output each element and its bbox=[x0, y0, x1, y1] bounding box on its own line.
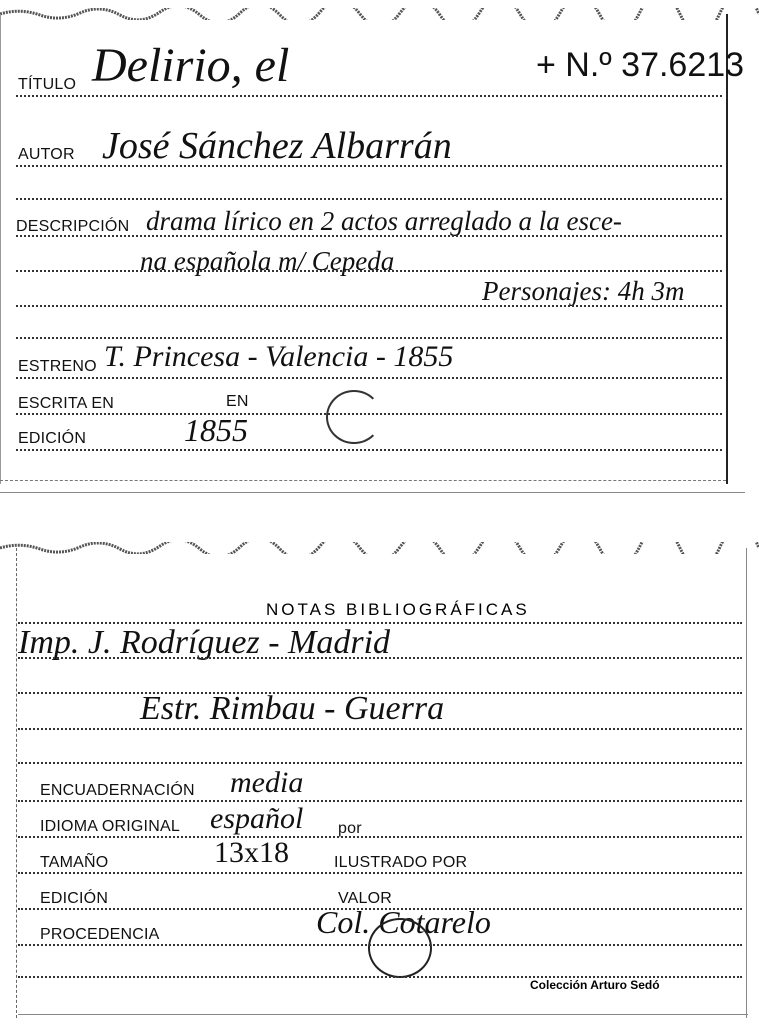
dotted-rule bbox=[16, 337, 722, 339]
edicion-label: EDICIÓN bbox=[18, 430, 87, 447]
notas-heading: NOTAS BIBLIOGRÁFICAS bbox=[266, 600, 530, 619]
dotted-rule bbox=[16, 235, 722, 237]
descripcion-line1: drama lírico en 2 actos arreglado a la esce- bbox=[146, 206, 622, 236]
card-right-border bbox=[746, 548, 747, 1018]
notes-line1: Imp. J. Rodríguez - Madrid bbox=[18, 624, 391, 661]
encuadernacion-label: ENCUADERNACIÓN bbox=[40, 782, 195, 799]
dotted-rule bbox=[0, 480, 726, 481]
card-left-border bbox=[16, 548, 17, 1018]
descripcion-line3: Personajes: 4h 3m bbox=[482, 276, 685, 306]
card-bottom-border bbox=[18, 1014, 748, 1015]
procedencia-value: Col. Cotarelo bbox=[316, 904, 491, 940]
catalog-card-bottom bbox=[0, 530, 759, 1028]
dotted-rule bbox=[16, 165, 722, 167]
idioma-value: español bbox=[210, 802, 304, 835]
card-bottom-border bbox=[0, 492, 745, 493]
dotted-rule bbox=[16, 377, 722, 379]
encuadernacion-value: media bbox=[230, 766, 304, 799]
descripcion-label: DESCRIPCIÓN bbox=[16, 218, 130, 235]
dotted-rule bbox=[16, 305, 722, 307]
dotted-rule bbox=[16, 95, 722, 97]
autor-value: José Sánchez Albarrán bbox=[102, 125, 452, 167]
dotted-rule bbox=[18, 872, 742, 874]
estreno-value: T. Princesa - Valencia - 1855 bbox=[104, 340, 454, 373]
stamp-circle bbox=[368, 918, 432, 978]
card-number: + N.º 37.6213 bbox=[536, 46, 745, 84]
descripcion-line2: na española m/ Cepeda bbox=[140, 246, 395, 276]
notes-line2: Estr. Rimbau - Guerra bbox=[140, 690, 445, 727]
dotted-rule bbox=[18, 728, 742, 730]
torn-edge-top bbox=[0, 8, 759, 20]
tamano-value: 13x18 bbox=[214, 836, 289, 869]
dotted-rule bbox=[18, 762, 742, 764]
dotted-rule bbox=[16, 270, 722, 272]
autor-label: AUTOR bbox=[18, 146, 75, 163]
dotted-rule bbox=[18, 657, 742, 659]
dotted-rule bbox=[18, 836, 742, 838]
card-left-border bbox=[0, 14, 1, 484]
titulo-value: Delirio, el bbox=[92, 39, 290, 92]
edicion-value: 1855 bbox=[184, 412, 248, 448]
edicion2-label: EDICIÓN bbox=[40, 890, 109, 907]
stamp-circle bbox=[326, 390, 382, 444]
tamano-label: TAMAÑO bbox=[40, 854, 109, 871]
torn-edge-top bbox=[0, 542, 759, 554]
en-label: EN bbox=[226, 393, 249, 410]
dotted-rule bbox=[16, 449, 722, 451]
por-label: por bbox=[338, 820, 362, 837]
ilustrado-label: ILUSTRADO POR bbox=[334, 854, 468, 871]
titulo-label: TÍTULO bbox=[18, 76, 77, 93]
dotted-rule bbox=[16, 198, 722, 200]
collection-footer: Colección Arturo Sedó bbox=[530, 978, 660, 992]
estreno-label: ESTRENO bbox=[18, 358, 97, 375]
catalog-card-top bbox=[0, 0, 759, 500]
dotted-rule bbox=[18, 944, 742, 946]
procedencia-label: PROCEDENCIA bbox=[40, 926, 160, 943]
valor-label: VALOR bbox=[338, 890, 393, 907]
dotted-rule bbox=[18, 800, 742, 802]
escrita-label: ESCRITA EN bbox=[18, 395, 114, 412]
idioma-label: IDIOMA ORIGINAL bbox=[40, 818, 180, 835]
